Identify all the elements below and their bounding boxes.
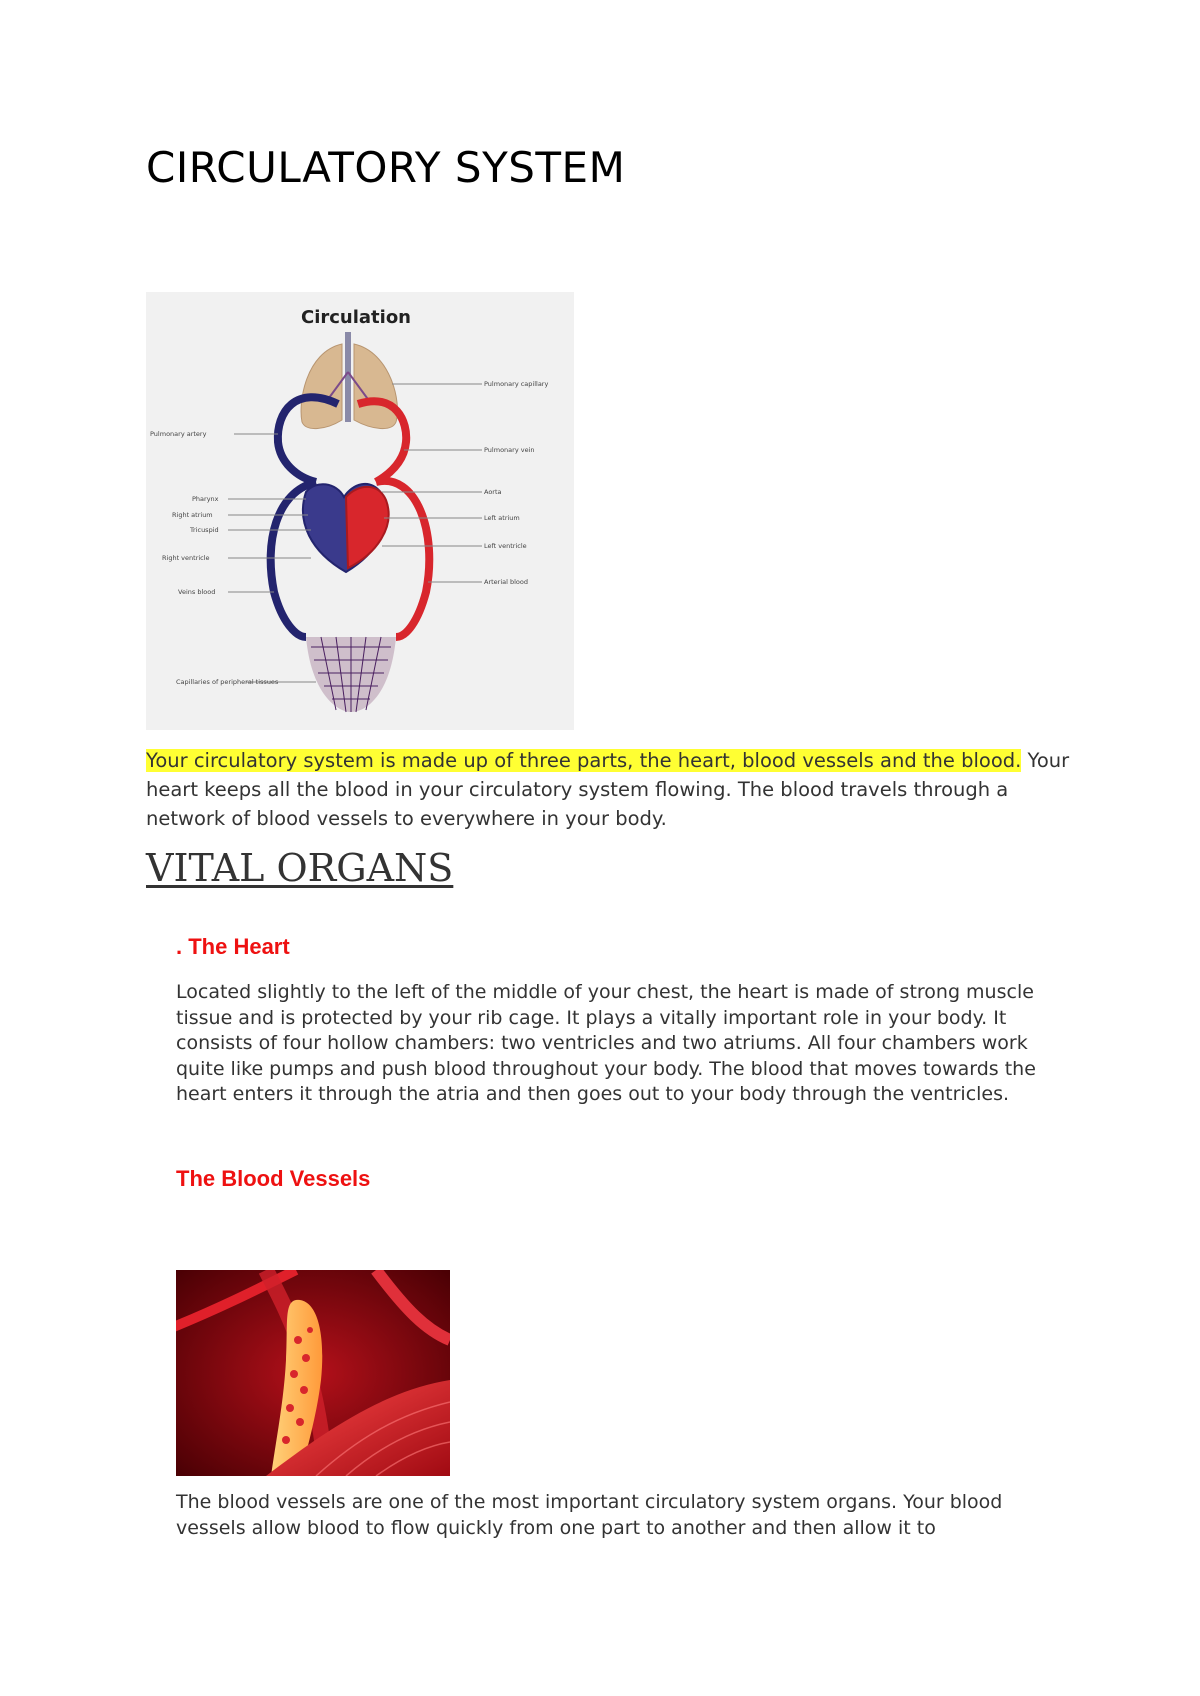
label-left-atrium: Left atrium [484,514,520,522]
subheading-the-heart: . The Heart [176,934,290,959]
label-pulmonary-artery: Pulmonary artery [150,430,207,438]
label-left-ventricle: Left ventricle [484,542,527,550]
circulation-diagram [146,292,574,730]
intro-paragraph [146,746,1086,833]
label-right-ventricle: Right ventricle [162,554,210,562]
label-pulmonary-capillary: Pulmonary capillary [484,380,549,388]
blood-vessels-image [176,1270,450,1476]
label-aorta: Aorta [484,488,502,496]
label-capillaries: Capillaries of peripheral tissues [176,678,279,686]
intro-rest-text: Your heart keeps all the blood in your circulatory system flowing. The blood travels through a network of blood vessels to everywhere in your body. [146,749,1070,830]
label-tricuspid: Tricuspid [190,526,219,534]
label-pulmonary-vein: Pulmonary vein [484,446,535,454]
document-title: CIRCULATORY SYSTEM [146,143,626,192]
blood-vessels-paragraph: The blood vessels are one of the most important circulatory system organs. Your blood vessels allow blood to flow quickly from one part to another and then allow it to [176,1491,1003,1539]
label-veins-blood: Veins blood [178,588,216,596]
diagram-heading: Circulation [300,307,412,328]
subheading-blood-vessels: The Blood Vessels [176,1166,371,1191]
label-right-atrium: Right atrium [172,511,213,519]
section-heading-vital-organs: VITAL ORGANS [146,846,454,890]
circulation-diagram-svg [146,292,574,730]
blood-vessels-image-svg [176,1270,450,1476]
label-arterial-blood: Arterial blood [484,578,529,586]
heart-paragraph: Located slightly to the left of the middle of your chest, the heart is made of strong muscle tissue and is protected by your rib cage. It plays a vitally important role in your body. It consists of four hollow chambers: two ventricles and two atriums. All four chambers work quite like pumps and push blood throughout your body. The blood that moves towards the heart enters it through the atria and then goes out to your body through the ventricles. [176,981,1036,1106]
label-pharynx: Pharynx [192,495,219,503]
intro-highlighted-sentence: Your circulatory system is made up of three parts, the heart, blood vessels and the blood. [146,749,1022,772]
